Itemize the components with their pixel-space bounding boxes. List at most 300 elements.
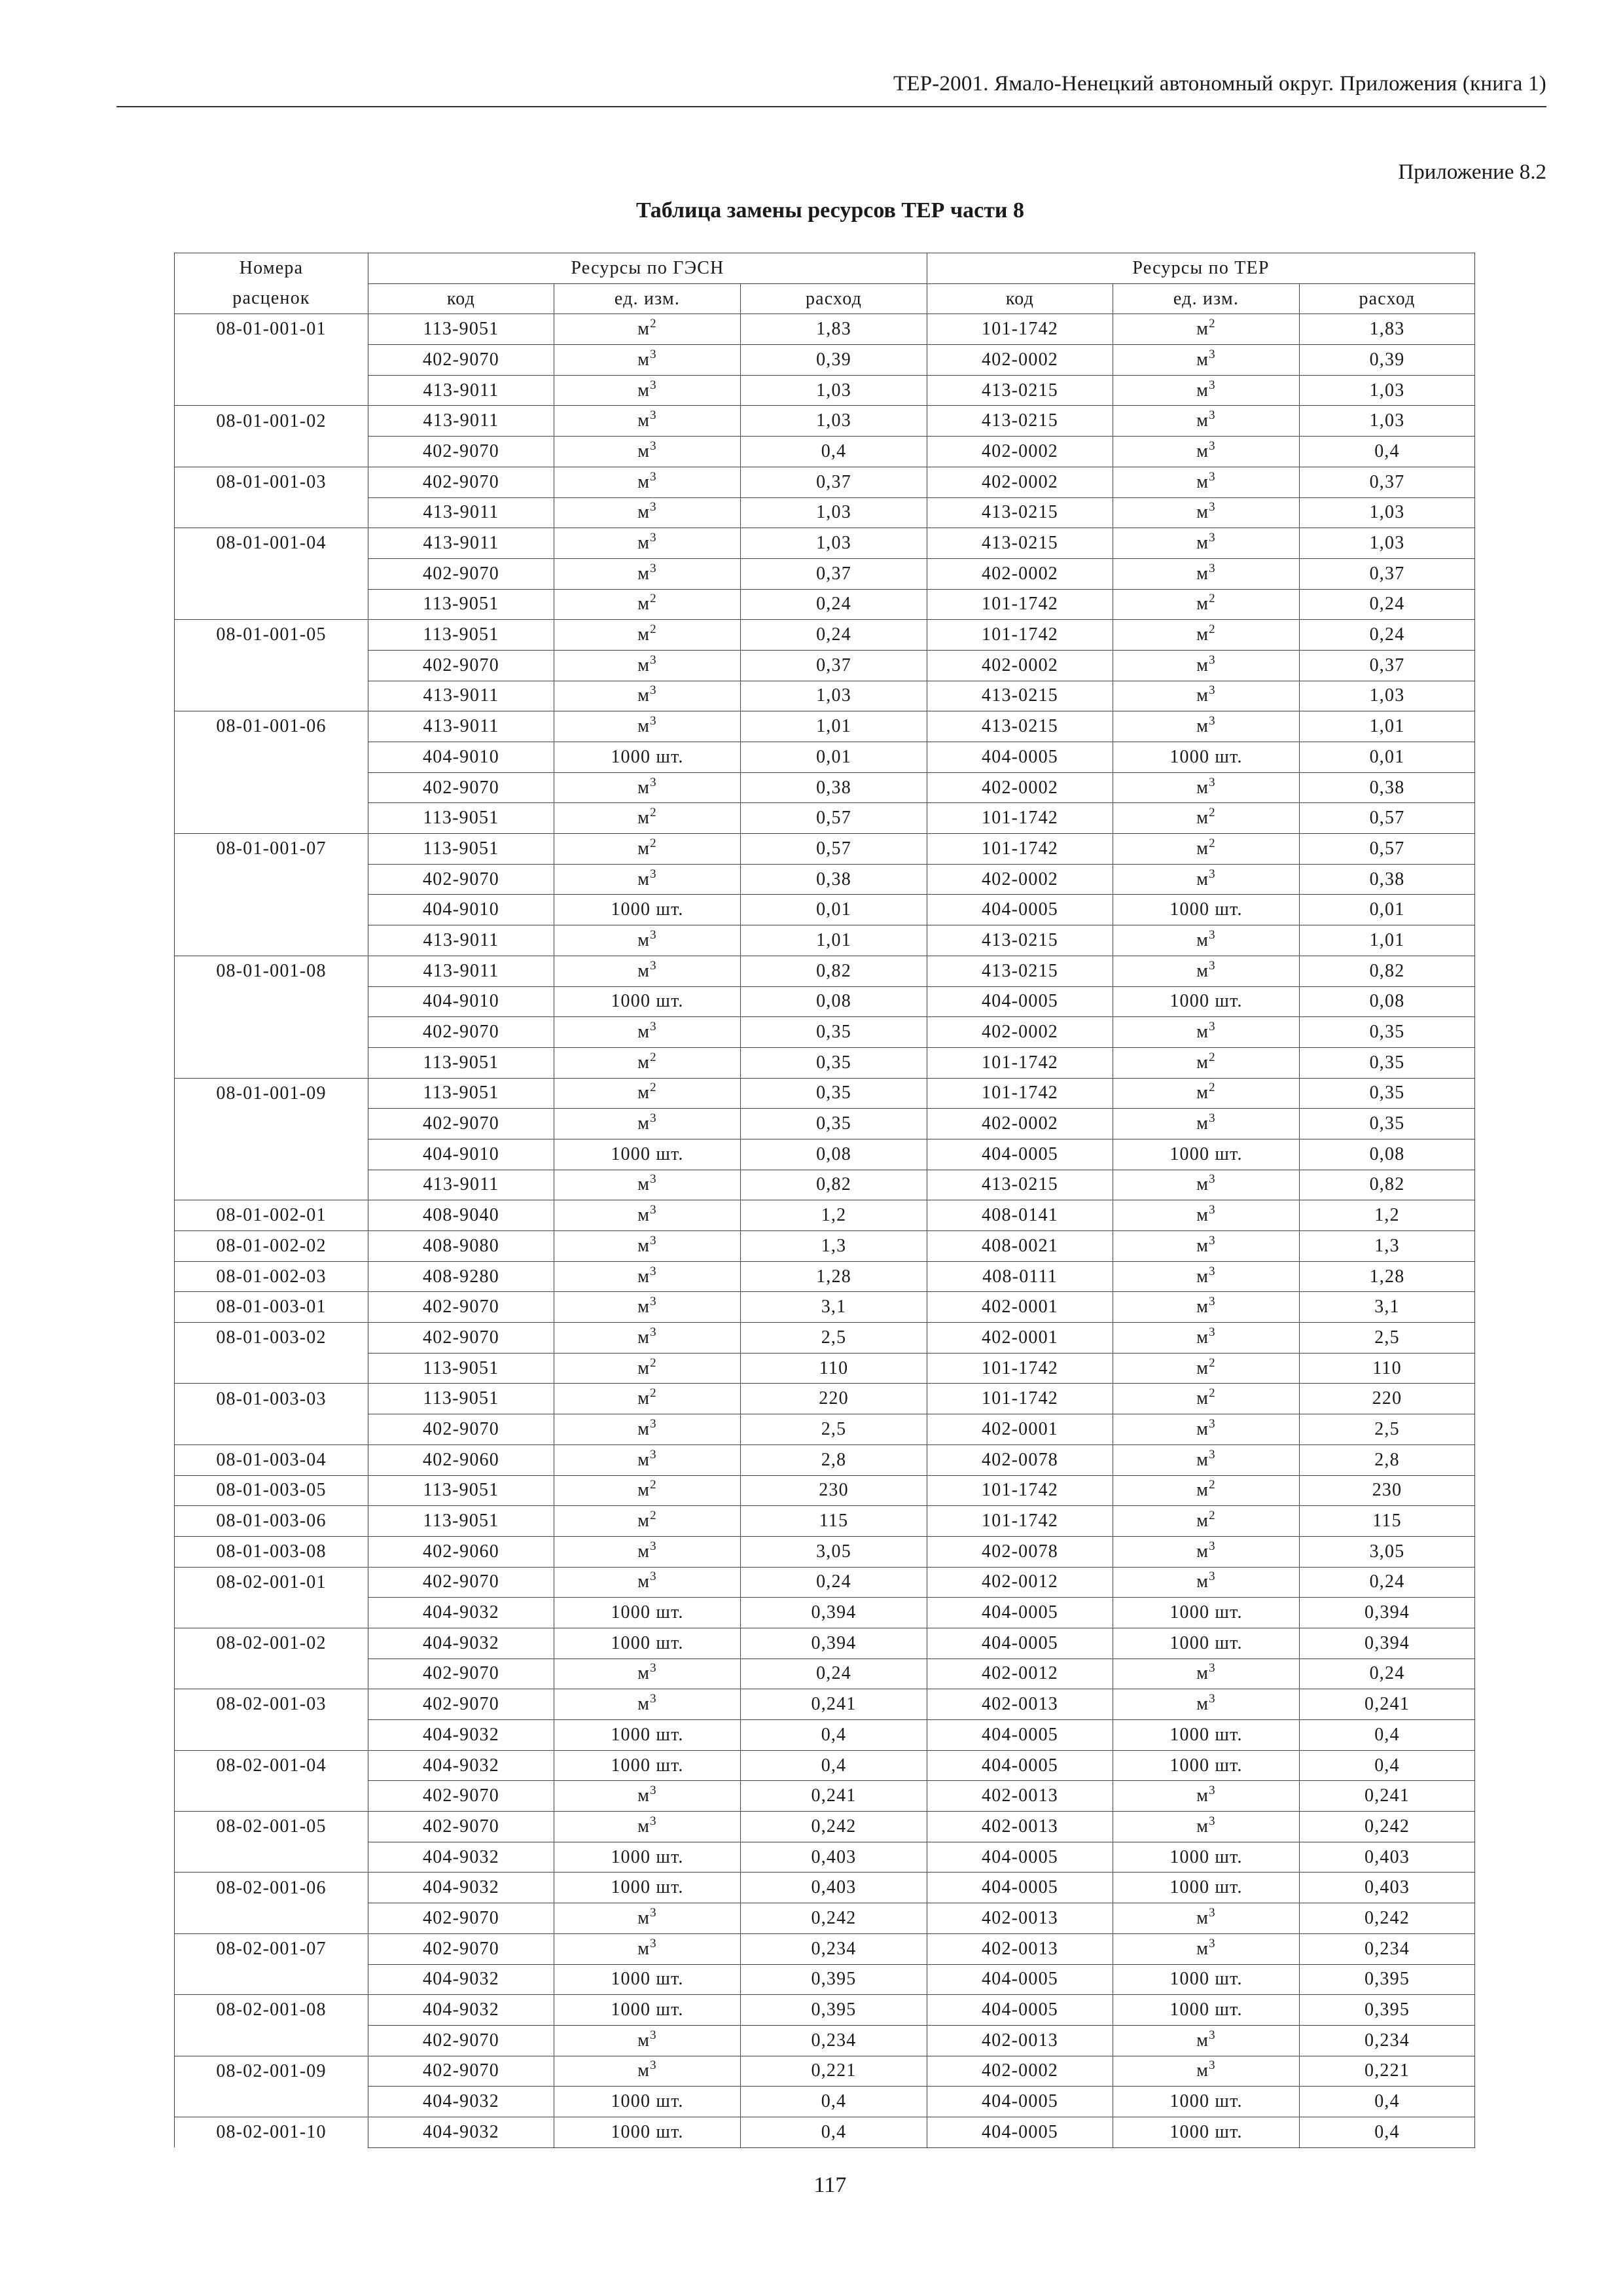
ter-unit-cell: 1000 шт.: [1113, 1995, 1300, 2026]
gesn-consumption-cell: 3,05: [741, 1536, 927, 1567]
gesn-consumption-cell: 0,4: [741, 1750, 927, 1781]
gesn-unit-cell: $м^3$: [554, 772, 741, 803]
gesn-consumption-cell: 230: [741, 1475, 927, 1506]
gesn-code-cell: 408-9280: [368, 1261, 554, 1292]
gesn-unit-cell: $м^2$: [554, 1078, 741, 1109]
ter-unit-cell: $м^3$: [1113, 1444, 1300, 1475]
ter-unit-cell: $м^3$: [1113, 1323, 1300, 1354]
gesn-code-cell: 402-9070: [368, 1689, 554, 1720]
ter-code-cell: 402-0002: [927, 1109, 1113, 1139]
ter-consumption-cell: 0,394: [1300, 1628, 1475, 1659]
gesn-code-cell: 113-9051: [368, 314, 554, 345]
ter-unit-cell: $м^2$: [1113, 589, 1300, 620]
rate-number-cell: [175, 1109, 368, 1139]
gesn-code-cell: 404-9032: [368, 1873, 554, 1903]
ter-consumption-cell: 0,24: [1300, 589, 1475, 620]
gesn-code-header: код: [368, 283, 554, 314]
gesn-consumption-cell: 0,403: [741, 1873, 927, 1903]
ter-code-cell: 101-1742: [927, 834, 1113, 865]
table-row: [175, 1414, 1475, 1445]
ter-consumption-cell: 0,35: [1300, 1109, 1475, 1139]
ter-consumption-cell: 0,82: [1300, 956, 1475, 986]
rate-number-cell: 08-01-001-01: [175, 314, 368, 345]
gesn-code-cell: 113-9051: [368, 803, 554, 834]
rate-number-cell: [175, 864, 368, 895]
ter-unit-cell: $м^2$: [1113, 1078, 1300, 1109]
ter-consumption-cell: 2,5: [1300, 1323, 1475, 1354]
gesn-code-cell: 404-9032: [368, 1750, 554, 1781]
table-row: [175, 620, 1475, 651]
table-row: [175, 1750, 1475, 1781]
table-row: [175, 1873, 1475, 1903]
gesn-consumption-cell: 0,82: [741, 1170, 927, 1200]
table-row: [175, 375, 1475, 406]
ter-unit-cell: 1000 шт.: [1113, 895, 1300, 925]
table-row: [175, 2025, 1475, 2056]
table-row: [175, 1200, 1475, 1231]
ter-consumption-cell: 0,4: [1300, 2117, 1475, 2147]
gesn-consumption-cell: 0,394: [741, 1598, 927, 1628]
rate-number-cell: [175, 345, 368, 376]
ter-consumption-cell: 1,03: [1300, 406, 1475, 437]
gesn-unit-cell: $м^3$: [554, 956, 741, 986]
gesn-code-cell: 408-9080: [368, 1231, 554, 1262]
ter-consumption-cell: 0,242: [1300, 1903, 1475, 1934]
gesn-consumption-cell: 220: [741, 1384, 927, 1414]
gesn-code-cell: 402-9070: [368, 1659, 554, 1689]
gesn-code-cell: 402-9070: [368, 437, 554, 467]
gesn-code-cell: 404-9032: [368, 2087, 554, 2117]
gesn-consumption-cell: 1,03: [741, 528, 927, 559]
gesn-unit-cell: $м^3$: [554, 681, 741, 711]
gesn-code-cell: 413-9011: [368, 711, 554, 742]
gesn-unit-cell: $м^2$: [554, 1506, 741, 1537]
gesn-consumption-cell: 3,1: [741, 1292, 927, 1323]
gesn-consumption-cell: 1,03: [741, 681, 927, 711]
rate-number-cell: 08-01-001-09: [175, 1078, 368, 1109]
rate-number-cell: 08-02-001-02: [175, 1628, 368, 1659]
gesn-code-cell: 113-9051: [368, 834, 554, 865]
gesn-unit-cell: $м^2$: [554, 620, 741, 651]
gesn-consumption-cell: 1,03: [741, 406, 927, 437]
ter-code-cell: 402-0078: [927, 1536, 1113, 1567]
table-row: [175, 925, 1475, 956]
ter-code-cell: 413-0215: [927, 956, 1113, 986]
gesn-consumption-cell: 1,03: [741, 497, 927, 528]
gesn-code-cell: 413-9011: [368, 406, 554, 437]
ter-code-cell: 413-0215: [927, 406, 1113, 437]
ter-code-cell: 408-0111: [927, 1261, 1113, 1292]
table-row: [175, 681, 1475, 711]
gesn-unit-cell: 1000 шт.: [554, 1995, 741, 2026]
ter-unit-cell: $м^3$: [1113, 681, 1300, 711]
gesn-code-cell: 402-9070: [368, 1903, 554, 1934]
ter-consumption-cell: 110: [1300, 1353, 1475, 1384]
gesn-consumption-cell: 0,234: [741, 1933, 927, 1964]
ter-consumption-cell: 0,221: [1300, 2056, 1475, 2087]
gesn-consumption-cell: 0,08: [741, 986, 927, 1017]
ter-unit-cell: $м^2$: [1113, 1475, 1300, 1506]
ter-consumption-cell: 0,08: [1300, 1139, 1475, 1170]
table-row: [175, 314, 1475, 345]
ter-code-cell: 404-0005: [927, 1995, 1113, 2026]
gesn-unit-cell: $м^3$: [554, 650, 741, 681]
ter-unit-cell: $м^3$: [1113, 956, 1300, 986]
gesn-consumption-cell: 0,24: [741, 1567, 927, 1598]
ter-unit-cell: $м^3$: [1113, 650, 1300, 681]
ter-unit-cell: $м^3$: [1113, 772, 1300, 803]
gesn-unit-cell: $м^3$: [554, 1170, 741, 1200]
table-row: [175, 1323, 1475, 1354]
table-row: [175, 1598, 1475, 1628]
rate-number-cell: [175, 772, 368, 803]
gesn-code-cell: 402-9060: [368, 1444, 554, 1475]
rate-number-cell: 08-01-002-01: [175, 1200, 368, 1231]
gesn-consumption-cell: 1,28: [741, 1261, 927, 1292]
gesn-code-cell: 402-9070: [368, 345, 554, 376]
ter-consumption-cell: 0,24: [1300, 1659, 1475, 1689]
gesn-unit-cell: $м^3$: [554, 1933, 741, 1964]
gesn-consumption-cell: 0,395: [741, 1964, 927, 1995]
ter-unit-cell: $м^3$: [1113, 528, 1300, 559]
gesn-unit-cell: $м^2$: [554, 589, 741, 620]
ter-consumption-cell: 1,28: [1300, 1261, 1475, 1292]
gesn-code-cell: 404-9032: [368, 1995, 554, 2026]
ter-unit-cell: $м^3$: [1113, 1812, 1300, 1842]
ter-unit-cell: 1000 шт.: [1113, 742, 1300, 773]
gesn-unit-cell: $м^3$: [554, 1903, 741, 1934]
table-row: [175, 1109, 1475, 1139]
ter-consumption-cell: 0,35: [1300, 1017, 1475, 1048]
gesn-unit-cell: $м^2$: [554, 803, 741, 834]
gesn-consumption-cell: 0,24: [741, 620, 927, 651]
numbers-header-line2: расценок: [175, 283, 368, 314]
gesn-unit-cell: $м^3$: [554, 406, 741, 437]
rate-number-cell: 08-01-003-06: [175, 1506, 368, 1537]
rate-number-cell: [175, 375, 368, 406]
ter-consumption-cell: 0,234: [1300, 2025, 1475, 2056]
gesn-code-cell: 402-9070: [368, 864, 554, 895]
gesn-consumption-cell: 0,01: [741, 742, 927, 773]
ter-code-cell: 404-0005: [927, 1720, 1113, 1751]
gesn-consumption-cell: 0,241: [741, 1689, 927, 1720]
gesn-consumption-cell: 1,2: [741, 1200, 927, 1231]
ter-consumption-cell: 1,01: [1300, 925, 1475, 956]
gesn-code-cell: 408-9040: [368, 1200, 554, 1231]
gesn-unit-cell: $м^3$: [554, 1689, 741, 1720]
ter-consumption-cell: 0,394: [1300, 1598, 1475, 1628]
gesn-consumption-cell: 2,5: [741, 1414, 927, 1445]
rate-number-cell: 08-01-001-02: [175, 406, 368, 437]
gesn-unit-cell: $м^3$: [554, 1567, 741, 1598]
ter-code-cell: 413-0215: [927, 497, 1113, 528]
table-row: [175, 2087, 1475, 2117]
ter-unit-cell: $м^2$: [1113, 314, 1300, 345]
ter-code-cell: 402-0002: [927, 467, 1113, 497]
gesn-code-cell: 113-9051: [368, 1078, 554, 1109]
rate-number-cell: [175, 1598, 368, 1628]
gesn-consumption-cell: 2,8: [741, 1444, 927, 1475]
gesn-consumption-cell: 2,5: [741, 1323, 927, 1354]
gesn-code-cell: 413-9011: [368, 1170, 554, 1200]
gesn-code-cell: 402-9070: [368, 1812, 554, 1842]
ter-code-cell: 404-0005: [927, 742, 1113, 773]
gesn-code-cell: 402-9070: [368, 1781, 554, 1812]
ter-consumption-cell: 1,3: [1300, 1231, 1475, 1262]
ter-code-cell: 402-0002: [927, 437, 1113, 467]
ter-code-cell: 101-1742: [927, 1353, 1113, 1384]
rate-number-cell: 08-02-001-03: [175, 1689, 368, 1720]
gesn-consumption-cell: 0,234: [741, 2025, 927, 2056]
rate-number-cell: [175, 1414, 368, 1445]
table-row: [175, 803, 1475, 834]
table-row: [175, 1995, 1475, 2026]
gesn-unit-cell: $м^3$: [554, 864, 741, 895]
ter-code-cell: 413-0215: [927, 925, 1113, 956]
ter-consumption-cell: 1,01: [1300, 711, 1475, 742]
rate-number-cell: 08-01-001-06: [175, 711, 368, 742]
gesn-consumption-cell: 1,3: [741, 1231, 927, 1262]
gesn-code-cell: 402-9060: [368, 1536, 554, 1567]
table-row: [175, 1261, 1475, 1292]
ter-code-cell: 101-1742: [927, 620, 1113, 651]
ter-consumption-cell: 0,24: [1300, 620, 1475, 651]
gesn-code-cell: 402-9070: [368, 1933, 554, 1964]
gesn-code-cell: 113-9051: [368, 1384, 554, 1414]
gesn-code-cell: 402-9070: [368, 1567, 554, 1598]
gesn-code-cell: 404-9032: [368, 1964, 554, 1995]
rate-number-cell: [175, 2025, 368, 2056]
gesn-unit-cell: $м^3$: [554, 1323, 741, 1354]
ter-consumption-cell: 0,01: [1300, 742, 1475, 773]
ter-consumption-cell: 0,82: [1300, 1170, 1475, 1200]
gesn-unit-cell: 1000 шт.: [554, 1873, 741, 1903]
gesn-code-cell: 402-9070: [368, 1017, 554, 1048]
rate-number-cell: [175, 1659, 368, 1689]
rate-number-cell: 08-01-001-04: [175, 528, 368, 559]
rate-number-cell: [175, 1353, 368, 1384]
gesn-unit-cell: $м^3$: [554, 1231, 741, 1262]
ter-code-cell: 404-0005: [927, 895, 1113, 925]
rate-number-cell: [175, 650, 368, 681]
gesn-code-cell: 402-9070: [368, 558, 554, 589]
gesn-unit-cell: $м^3$: [554, 1414, 741, 1445]
gesn-code-cell: 413-9011: [368, 956, 554, 986]
ter-unit-cell: $м^3$: [1113, 1903, 1300, 1934]
ter-consumption-cell: 0,4: [1300, 437, 1475, 467]
ter-code-cell: 404-0005: [927, 1750, 1113, 1781]
gesn-unit-cell: $м^2$: [554, 1047, 741, 1078]
gesn-consumption-cell: 0,395: [741, 1995, 927, 2026]
ter-unit-cell: $м^3$: [1113, 497, 1300, 528]
ter-code-cell: 402-0002: [927, 558, 1113, 589]
running-title: ТЕР-2001. Ямало-Ненецкий автономный округ. Приложения (книга 1): [893, 72, 1546, 96]
gesn-code-cell: 402-9070: [368, 2056, 554, 2087]
gesn-code-cell: 413-9011: [368, 681, 554, 711]
gesn-consumption-cell: 115: [741, 1506, 927, 1537]
ter-code-cell: 402-0012: [927, 1659, 1113, 1689]
ter-code-cell: 413-0215: [927, 1170, 1113, 1200]
table-row: [175, 895, 1475, 925]
gesn-unit-cell: $м^3$: [554, 345, 741, 376]
ter-consumption-cell: 1,2: [1300, 1200, 1475, 1231]
rate-number-cell: 08-01-003-04: [175, 1444, 368, 1475]
gesn-unit-cell: 1000 шт.: [554, 2117, 741, 2147]
ter-unit-cell: $м^3$: [1113, 558, 1300, 589]
rate-number-cell: [175, 986, 368, 1017]
rate-number-cell: [175, 1170, 368, 1200]
rate-number-cell: [175, 742, 368, 773]
ter-unit-cell: $м^2$: [1113, 1047, 1300, 1078]
ter-code-cell: 402-0002: [927, 345, 1113, 376]
ter-code-cell: 402-0013: [927, 1812, 1113, 1842]
table-body: [175, 314, 1475, 2147]
gesn-consumption-cell: 0,35: [741, 1109, 927, 1139]
table-row: [175, 1384, 1475, 1414]
ter-unit-cell: $м^3$: [1113, 345, 1300, 376]
gesn-unit-header: ед. изм.: [554, 283, 741, 314]
gesn-code-cell: 402-9070: [368, 650, 554, 681]
ter-consumption-cell: 0,395: [1300, 1964, 1475, 1995]
ter-unit-cell: $м^3$: [1113, 864, 1300, 895]
gesn-unit-cell: $м^3$: [554, 1812, 741, 1842]
ter-consumption-cell: 0,01: [1300, 895, 1475, 925]
ter-code-cell: 402-0012: [927, 1567, 1113, 1598]
gesn-code-cell: 413-9011: [368, 925, 554, 956]
gesn-consumption-header: расход: [741, 283, 927, 314]
ter-code-cell: 402-0013: [927, 2025, 1113, 2056]
ter-consumption-cell: 0,39: [1300, 345, 1475, 376]
resource-replacement-table: [174, 253, 1475, 2148]
gesn-unit-cell: 1000 шт.: [554, 1139, 741, 1170]
ter-unit-cell: $м^3$: [1113, 1414, 1300, 1445]
ter-code-cell: 402-0013: [927, 1933, 1113, 1964]
gesn-unit-cell: 1000 шт.: [554, 1750, 741, 1781]
gesn-consumption-cell: 0,4: [741, 1720, 927, 1751]
table-row: [175, 834, 1475, 865]
table-row: [175, 1812, 1475, 1842]
ter-consumption-cell: 0,4: [1300, 2087, 1475, 2117]
ter-consumption-cell: 0,403: [1300, 1873, 1475, 1903]
table-row: [175, 1781, 1475, 1812]
ter-unit-cell: $м^3$: [1113, 406, 1300, 437]
table-row: [175, 1567, 1475, 1598]
table-row: [175, 1353, 1475, 1384]
table-row: [175, 1842, 1475, 1873]
table-header-row: [175, 253, 1475, 284]
ter-unit-cell: 1000 шт.: [1113, 1750, 1300, 1781]
gesn-resources-header: Ресурсы по ГЭСН: [368, 253, 927, 284]
ter-consumption-cell: 0,08: [1300, 986, 1475, 1017]
ter-code-cell: 413-0215: [927, 375, 1113, 406]
gesn-unit-cell: $м^3$: [554, 1536, 741, 1567]
ter-code-cell: 101-1742: [927, 1078, 1113, 1109]
ter-code-cell: 404-0005: [927, 986, 1113, 1017]
rate-number-cell: [175, 803, 368, 834]
gesn-unit-cell: $м^2$: [554, 1384, 741, 1414]
gesn-consumption-cell: 110: [741, 1353, 927, 1384]
gesn-consumption-cell: 0,24: [741, 589, 927, 620]
gesn-consumption-cell: 0,37: [741, 467, 927, 497]
ter-unit-cell: 1000 шт.: [1113, 1139, 1300, 1170]
gesn-unit-cell: $м^2$: [554, 314, 741, 345]
gesn-code-cell: 404-9032: [368, 1842, 554, 1873]
ter-consumption-cell: 0,35: [1300, 1078, 1475, 1109]
ter-code-cell: 402-0078: [927, 1444, 1113, 1475]
ter-unit-cell: 1000 шт.: [1113, 1628, 1300, 1659]
rate-number-cell: 08-01-002-03: [175, 1261, 368, 1292]
table-title: Таблица замены ресурсов ТЕР части 8: [635, 198, 1025, 223]
ter-unit-cell: $м^3$: [1113, 1689, 1300, 1720]
gesn-code-cell: 404-9032: [368, 1720, 554, 1751]
gesn-code-cell: 113-9051: [368, 589, 554, 620]
ter-consumption-cell: 0,234: [1300, 1933, 1475, 1964]
gesn-unit-cell: $м^3$: [554, 1017, 741, 1048]
gesn-unit-cell: $м^3$: [554, 1444, 741, 1475]
table-row: [175, 1017, 1475, 1048]
rate-number-cell: [175, 2087, 368, 2117]
gesn-unit-cell: $м^3$: [554, 1781, 741, 1812]
ter-consumption-cell: 0,241: [1300, 1781, 1475, 1812]
ter-consumption-cell: 115: [1300, 1506, 1475, 1537]
ter-code-cell: 101-1742: [927, 1506, 1113, 1537]
ter-consumption-cell: 1,03: [1300, 497, 1475, 528]
gesn-consumption-cell: 0,38: [741, 772, 927, 803]
rate-number-cell: 08-01-003-08: [175, 1536, 368, 1567]
ter-consumption-cell: 230: [1300, 1475, 1475, 1506]
gesn-unit-cell: $м^2$: [554, 834, 741, 865]
table-row: [175, 1659, 1475, 1689]
rate-number-cell: [175, 1047, 368, 1078]
ter-unit-header: ед. изм.: [1113, 283, 1300, 314]
gesn-code-cell: 402-9070: [368, 1414, 554, 1445]
ter-unit-cell: $м^3$: [1113, 1170, 1300, 1200]
table-row: [175, 1689, 1475, 1720]
ter-consumption-cell: 0,242: [1300, 1812, 1475, 1842]
gesn-code-cell: 402-9070: [368, 2025, 554, 2056]
ter-code-cell: 402-0013: [927, 1903, 1113, 1934]
rate-number-cell: 08-02-001-07: [175, 1933, 368, 1964]
gesn-code-cell: 402-9070: [368, 1323, 554, 1354]
ter-consumption-cell: 2,8: [1300, 1444, 1475, 1475]
gesn-unit-cell: 1000 шт.: [554, 2087, 741, 2117]
gesn-unit-cell: $м^3$: [554, 437, 741, 467]
rate-number-cell: 08-01-002-02: [175, 1231, 368, 1262]
table-row: [175, 1139, 1475, 1170]
gesn-unit-cell: 1000 шт.: [554, 1628, 741, 1659]
ter-consumption-cell: 0,395: [1300, 1995, 1475, 2026]
ter-consumption-cell: 0,37: [1300, 650, 1475, 681]
ter-consumption-cell: 0,38: [1300, 864, 1475, 895]
ter-consumption-cell: 220: [1300, 1384, 1475, 1414]
table-row: [175, 1047, 1475, 1078]
ter-unit-cell: $м^2$: [1113, 620, 1300, 651]
gesn-unit-cell: $м^3$: [554, 2025, 741, 2056]
gesn-consumption-cell: 0,57: [741, 803, 927, 834]
rate-number-cell: [175, 558, 368, 589]
table-row: [175, 1933, 1475, 1964]
rate-number-cell: 08-02-001-05: [175, 1812, 368, 1842]
ter-code-cell: 404-0005: [927, 1842, 1113, 1873]
ter-code-cell: 413-0215: [927, 711, 1113, 742]
table-row: [175, 650, 1475, 681]
gesn-unit-cell: 1000 шт.: [554, 1598, 741, 1628]
ter-unit-cell: $м^3$: [1113, 1200, 1300, 1231]
gesn-unit-cell: $м^3$: [554, 467, 741, 497]
gesn-unit-cell: $м^3$: [554, 711, 741, 742]
table-row: [175, 2117, 1475, 2147]
rate-number-cell: 08-02-001-04: [175, 1750, 368, 1781]
